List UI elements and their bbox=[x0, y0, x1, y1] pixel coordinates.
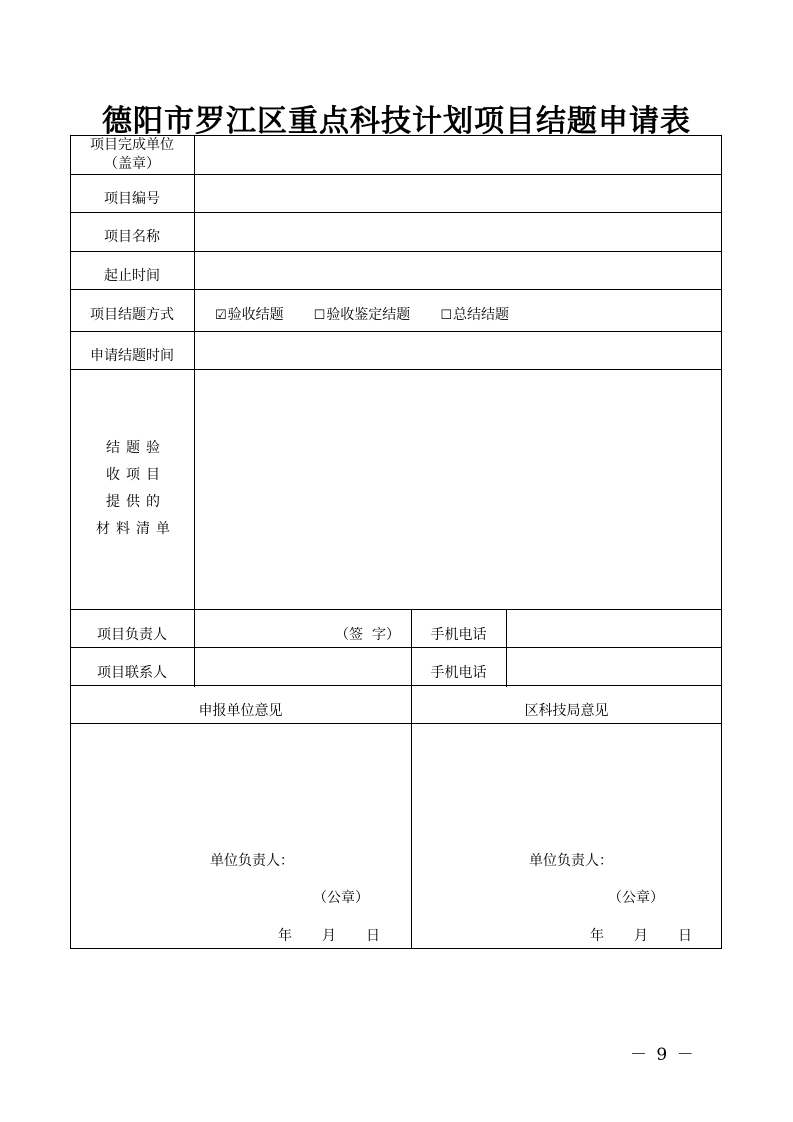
bureau-year-label: 年 bbox=[590, 927, 604, 944]
applicant-month-label: 月 bbox=[322, 927, 336, 944]
project-number-field[interactable] bbox=[194, 174, 722, 212]
phone2-field[interactable] bbox=[506, 647, 722, 685]
bureau-responsible-label: 单位负责人： bbox=[529, 852, 613, 869]
phone1-field[interactable] bbox=[506, 609, 722, 647]
bureau-opinion-field[interactable] bbox=[411, 723, 722, 949]
bureau-day-label: 日 bbox=[678, 927, 692, 944]
applicant-opinion-header: 申报单位意见 bbox=[198, 702, 283, 719]
closure-option-acceptance[interactable]: ☑验收结题 bbox=[215, 306, 284, 323]
applicant-seal-label: （公章） bbox=[313, 889, 369, 906]
bureau-opinion-header: 区科技局意见 bbox=[524, 702, 609, 719]
period-label: 起止时间 bbox=[104, 267, 160, 284]
unit-label bbox=[70, 135, 194, 174]
closure-option-summary[interactable]: ☐总结结题 bbox=[440, 306, 509, 323]
project-number-label: 项目编号 bbox=[104, 190, 160, 207]
checkbox-icon[interactable]: ☐ bbox=[440, 307, 452, 323]
unit-label-seal: （盖章） bbox=[104, 155, 160, 172]
apply-time-field[interactable] bbox=[194, 331, 722, 369]
form-title: 德阳市罗江区重点科技计划项目结题申请表 bbox=[102, 104, 691, 139]
application-form-table bbox=[70, 135, 722, 949]
applicant-opinion-field[interactable] bbox=[70, 723, 411, 949]
period-field[interactable] bbox=[194, 251, 722, 289]
materials-label: 结题验 收项目 提供的 材料清单 bbox=[96, 440, 176, 537]
bureau-seal-label: （公章） bbox=[608, 889, 664, 906]
project-name-field[interactable] bbox=[194, 212, 722, 251]
unit-label-line1: 项目完成单位 bbox=[90, 136, 174, 153]
bureau-month-label: 月 bbox=[634, 927, 648, 944]
apply-time-label: 申请结题时间 bbox=[90, 347, 174, 364]
checkbox-icon[interactable]: ☐ bbox=[313, 307, 326, 323]
contact-label: 项目联系人 bbox=[97, 664, 167, 681]
phone1-label: 手机电话 bbox=[430, 626, 487, 643]
closure-method-label: 项目结题方式 bbox=[90, 306, 174, 323]
leader-label: 项目负责人 bbox=[97, 626, 167, 643]
materials-field[interactable] bbox=[194, 369, 722, 609]
phone2-label: 手机电话 bbox=[430, 664, 487, 681]
unit-value-field[interactable] bbox=[194, 135, 722, 174]
signature-note: （签 字） bbox=[335, 626, 400, 643]
closure-options bbox=[215, 289, 715, 331]
applicant-responsible-label: 单位负责人： bbox=[210, 852, 294, 869]
project-name-label: 项目名称 bbox=[104, 229, 160, 246]
closure-option-appraisal[interactable]: ☐验收鉴定结题 bbox=[313, 306, 411, 323]
contact-field[interactable] bbox=[194, 647, 411, 685]
applicant-day-label: 日 bbox=[366, 927, 380, 944]
applicant-year-label: 年 bbox=[278, 927, 292, 944]
page-number: － 9 － bbox=[630, 1045, 696, 1065]
checked-box-icon[interactable]: ☑ bbox=[215, 307, 227, 323]
